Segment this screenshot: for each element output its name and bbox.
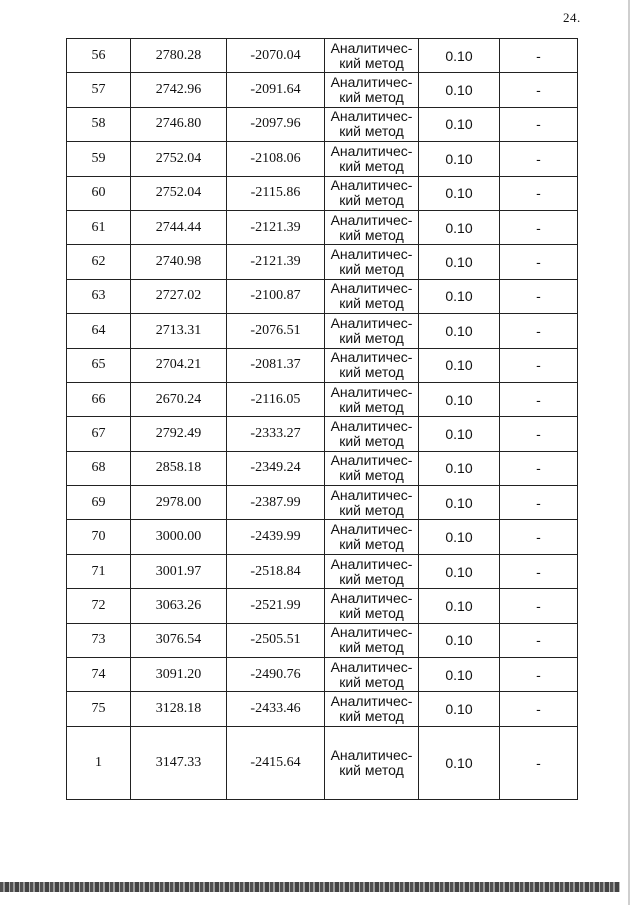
method-text: кий метод — [339, 226, 404, 243]
point-number-cell: 74 — [67, 658, 131, 692]
method-cell — [325, 589, 419, 623]
method-cell — [325, 210, 419, 244]
accuracy-cell: 0.10 — [419, 451, 500, 485]
x-coordinate-cell: 2740.98 — [131, 245, 227, 279]
y-coordinate-cell: -2108.06 — [227, 142, 325, 176]
method-text: Аналитичес- — [330, 349, 413, 366]
x-coordinate-cell: 2792.49 — [131, 417, 227, 451]
y-coordinate-cell: -2518.84 — [227, 554, 325, 588]
point-number-cell: 62 — [67, 245, 131, 279]
method-text: кий метод — [339, 261, 404, 278]
table-row — [67, 417, 578, 451]
method-text: кий метод — [339, 432, 404, 449]
x-coordinate-cell: 3001.97 — [131, 554, 227, 588]
y-coordinate-cell: -2091.64 — [227, 73, 325, 107]
note-cell: - — [500, 245, 578, 279]
note-cell: - — [500, 279, 578, 313]
table-row — [67, 451, 578, 485]
scan-edge-line — [628, 0, 630, 905]
x-coordinate-cell: 2744.44 — [131, 210, 227, 244]
x-coordinate-cell: 3091.20 — [131, 658, 227, 692]
accuracy-cell: 0.10 — [419, 210, 500, 244]
method-text: Аналитичес- — [330, 417, 413, 434]
accuracy-cell: 0.10 — [419, 520, 500, 554]
coordinates-table — [66, 38, 578, 800]
accuracy-cell: 0.10 — [419, 176, 500, 210]
x-coordinate-cell: 3147.33 — [131, 726, 227, 799]
table-row — [67, 348, 578, 382]
method-text: Аналитичес- — [330, 383, 413, 400]
y-coordinate-cell: -2116.05 — [227, 382, 325, 416]
y-coordinate-cell: -2415.64 — [227, 726, 325, 799]
method-cell — [325, 726, 419, 799]
method-text: Аналитичес- — [330, 521, 413, 538]
method-text: кий метод — [339, 604, 404, 621]
accuracy-cell: 0.10 — [419, 348, 500, 382]
y-coordinate-cell: -2076.51 — [227, 314, 325, 348]
method-text: кий метод — [339, 501, 404, 518]
accuracy-cell: 0.10 — [419, 142, 500, 176]
method-text: кий метод — [339, 192, 404, 209]
point-number-cell: 58 — [67, 107, 131, 141]
note-cell: - — [500, 417, 578, 451]
table-row — [67, 314, 578, 348]
method-text: Аналитичес- — [330, 555, 413, 572]
method-text: кий метод — [339, 467, 404, 484]
y-coordinate-cell: -2433.46 — [227, 692, 325, 726]
table-row — [67, 245, 578, 279]
accuracy-cell: 0.10 — [419, 554, 500, 588]
y-coordinate-cell: -2349.24 — [227, 451, 325, 485]
x-coordinate-cell: 2670.24 — [131, 382, 227, 416]
note-cell: - — [500, 554, 578, 588]
method-text: Аналитичес- — [330, 142, 413, 159]
x-coordinate-cell: 2704.21 — [131, 348, 227, 382]
method-text: Аналитичес- — [330, 280, 413, 297]
note-cell: - — [500, 107, 578, 141]
x-coordinate-cell: 2780.28 — [131, 39, 227, 73]
note-cell: - — [500, 142, 578, 176]
y-coordinate-cell: -2387.99 — [227, 486, 325, 520]
point-number-cell: 70 — [67, 520, 131, 554]
note-cell: - — [500, 73, 578, 107]
table-body — [67, 39, 578, 800]
accuracy-cell: 0.10 — [419, 486, 500, 520]
y-coordinate-cell: -2490.76 — [227, 658, 325, 692]
accuracy-cell: 0.10 — [419, 39, 500, 73]
accuracy-cell: 0.10 — [419, 692, 500, 726]
point-number-cell: 73 — [67, 623, 131, 657]
point-number-cell: 71 — [67, 554, 131, 588]
method-cell — [325, 176, 419, 210]
method-text: Аналитичес- — [330, 211, 413, 228]
method-text: Аналитичес- — [330, 589, 413, 606]
method-cell — [325, 279, 419, 313]
method-text: Аналитичес- — [330, 658, 413, 675]
point-number-cell: 60 — [67, 176, 131, 210]
point-number-cell: 57 — [67, 73, 131, 107]
y-coordinate-cell: -2081.37 — [227, 348, 325, 382]
x-coordinate-cell: 2713.31 — [131, 314, 227, 348]
accuracy-cell: 0.10 — [419, 658, 500, 692]
note-cell: - — [500, 348, 578, 382]
table-row — [67, 107, 578, 141]
x-coordinate-cell: 3128.18 — [131, 692, 227, 726]
x-coordinate-cell: 3063.26 — [131, 589, 227, 623]
method-text: кий метод — [339, 54, 404, 71]
table-row — [67, 210, 578, 244]
point-number-cell: 56 — [67, 39, 131, 73]
method-text: Аналитичес- — [330, 246, 413, 263]
method-text: кий метод — [339, 364, 404, 381]
note-cell: - — [500, 726, 578, 799]
method-text: Аналитичес- — [330, 177, 413, 194]
note-cell: - — [500, 692, 578, 726]
method-text: кий метод — [339, 536, 404, 553]
point-number-cell: 65 — [67, 348, 131, 382]
y-coordinate-cell: -2521.99 — [227, 589, 325, 623]
accuracy-cell: 0.10 — [419, 107, 500, 141]
method-cell — [325, 107, 419, 141]
method-text: кий метод — [339, 89, 404, 106]
accuracy-cell: 0.10 — [419, 417, 500, 451]
y-coordinate-cell: -2121.39 — [227, 210, 325, 244]
y-coordinate-cell: -2505.51 — [227, 623, 325, 657]
note-cell: - — [500, 210, 578, 244]
table-row — [67, 142, 578, 176]
accuracy-cell: 0.10 — [419, 279, 500, 313]
point-number-cell: 68 — [67, 451, 131, 485]
note-cell: - — [500, 176, 578, 210]
method-text: кий метод — [339, 157, 404, 174]
method-cell — [325, 39, 419, 73]
point-number-cell: 75 — [67, 692, 131, 726]
method-text: кий метод — [339, 639, 404, 656]
note-cell: - — [500, 589, 578, 623]
accuracy-cell: 0.10 — [419, 73, 500, 107]
accuracy-cell: 0.10 — [419, 314, 500, 348]
method-cell — [325, 314, 419, 348]
table-row — [67, 520, 578, 554]
table-row — [67, 658, 578, 692]
method-cell — [325, 348, 419, 382]
method-cell — [325, 417, 419, 451]
method-cell — [325, 245, 419, 279]
x-coordinate-cell: 2752.04 — [131, 176, 227, 210]
table-row — [67, 554, 578, 588]
point-number-cell: 66 — [67, 382, 131, 416]
point-number-cell: 67 — [67, 417, 131, 451]
table-row — [67, 623, 578, 657]
method-text: кий метод — [339, 673, 404, 690]
note-cell: - — [500, 314, 578, 348]
method-text: кий метод — [339, 123, 404, 140]
method-cell — [325, 623, 419, 657]
table-row — [67, 176, 578, 210]
method-text: Аналитичес- — [330, 74, 413, 91]
accuracy-cell: 0.10 — [419, 589, 500, 623]
y-coordinate-cell: -2121.39 — [227, 245, 325, 279]
accuracy-cell: 0.10 — [419, 245, 500, 279]
point-number-cell: 59 — [67, 142, 131, 176]
table-row — [67, 486, 578, 520]
accuracy-cell: 0.10 — [419, 726, 500, 799]
note-cell: - — [500, 39, 578, 73]
table-row — [67, 279, 578, 313]
point-number-cell: 69 — [67, 486, 131, 520]
note-cell: - — [500, 486, 578, 520]
x-coordinate-cell: 2742.96 — [131, 73, 227, 107]
table-row — [67, 39, 578, 73]
method-text: Аналитичес- — [330, 486, 413, 503]
x-coordinate-cell: 2752.04 — [131, 142, 227, 176]
page-number: 24. — [563, 10, 581, 25]
method-text: кий метод — [339, 295, 404, 312]
note-cell: - — [500, 451, 578, 485]
note-cell: - — [500, 623, 578, 657]
x-coordinate-cell: 3000.00 — [131, 520, 227, 554]
method-cell — [325, 382, 419, 416]
y-coordinate-cell: -2097.96 — [227, 107, 325, 141]
x-coordinate-cell: 3076.54 — [131, 623, 227, 657]
x-coordinate-cell: 2858.18 — [131, 451, 227, 485]
y-coordinate-cell: -2070.04 — [227, 39, 325, 73]
table-row — [67, 73, 578, 107]
accuracy-cell: 0.10 — [419, 623, 500, 657]
method-text: Аналитичес- — [330, 693, 413, 710]
x-coordinate-cell: 2727.02 — [131, 279, 227, 313]
note-cell: - — [500, 382, 578, 416]
point-number-cell: 64 — [67, 314, 131, 348]
method-text: Аналитичес- — [330, 746, 413, 763]
method-cell — [325, 554, 419, 588]
point-number-cell: 72 — [67, 589, 131, 623]
table-row — [67, 589, 578, 623]
point-number-cell: 1 — [67, 726, 131, 799]
method-cell — [325, 142, 419, 176]
method-text: кий метод — [339, 329, 404, 346]
y-coordinate-cell: -2439.99 — [227, 520, 325, 554]
method-text: кий метод — [339, 761, 404, 778]
method-cell — [325, 658, 419, 692]
y-coordinate-cell: -2100.87 — [227, 279, 325, 313]
x-coordinate-cell: 2978.00 — [131, 486, 227, 520]
accuracy-cell: 0.10 — [419, 382, 500, 416]
scan-artifact-bar — [0, 882, 620, 892]
table-row — [67, 382, 578, 416]
note-cell: - — [500, 658, 578, 692]
method-cell — [325, 73, 419, 107]
method-cell — [325, 486, 419, 520]
table-row — [67, 692, 578, 726]
y-coordinate-cell: -2115.86 — [227, 176, 325, 210]
note-cell: - — [500, 520, 578, 554]
y-coordinate-cell: -2333.27 — [227, 417, 325, 451]
point-number-cell: 63 — [67, 279, 131, 313]
method-text: Аналитичес- — [330, 624, 413, 641]
method-text: Аналитичес- — [330, 108, 413, 125]
x-coordinate-cell: 2746.80 — [131, 107, 227, 141]
method-text: Аналитичес- — [330, 314, 413, 331]
table-row — [67, 726, 578, 799]
method-text: Аналитичес- — [330, 39, 413, 56]
method-cell — [325, 692, 419, 726]
method-cell — [325, 520, 419, 554]
method-text: кий метод — [339, 708, 404, 725]
method-text: кий метод — [339, 398, 404, 415]
method-text: Аналитичес- — [330, 452, 413, 469]
method-text: кий метод — [339, 570, 404, 587]
point-number-cell: 61 — [67, 210, 131, 244]
method-cell — [325, 451, 419, 485]
